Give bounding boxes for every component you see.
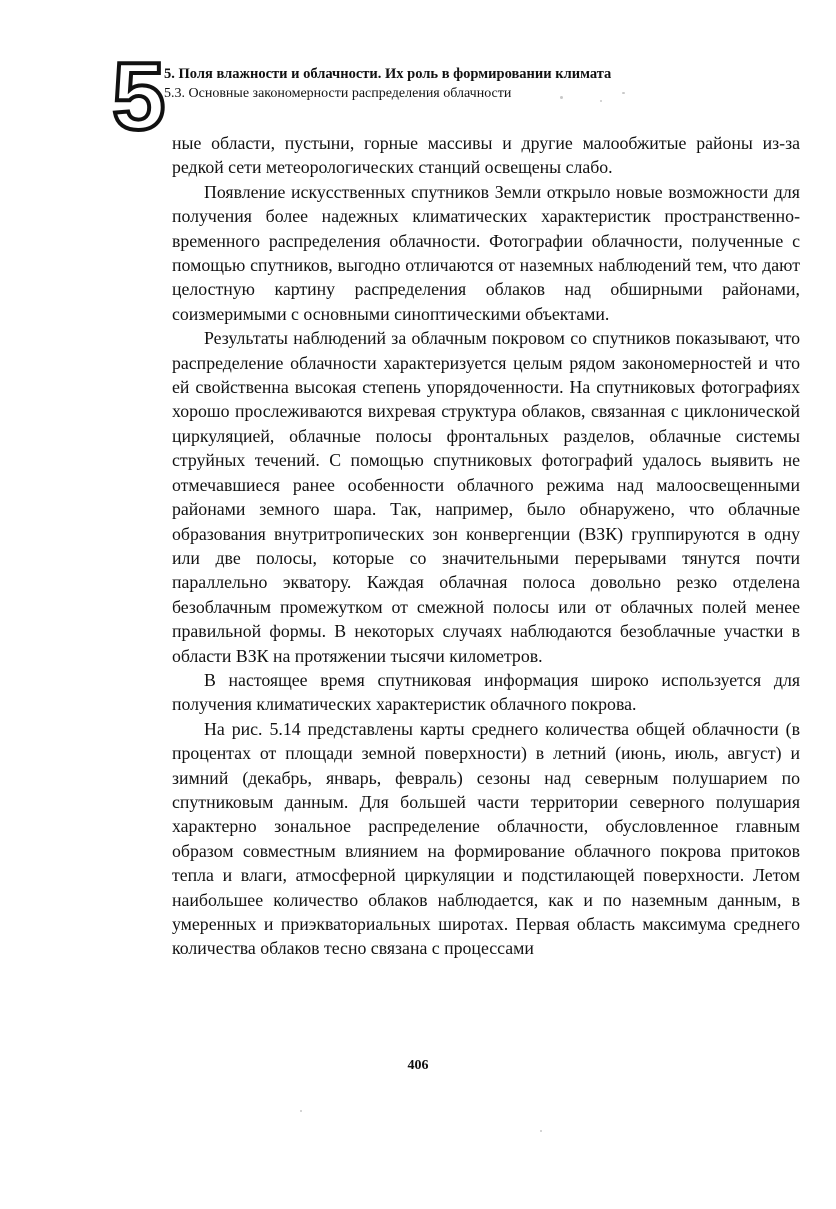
section-title: 5.3. Основные закономерности распределения облачности [164,86,512,101]
page-number: 406 [407,1058,429,1073]
scan-speck [540,1130,542,1132]
scan-speck [300,1110,302,1112]
running-head [164,64,664,104]
chapter-title: 5. Поля влажности и облачности. Их роль в формировании климата [164,66,612,82]
paragraph: На рис. 5.14 представлены карты среднего количества общей облачности (в процентах от площади земной поверхности) в летний (июнь, июль, август) и зимний (декабрь, январь, февраль) сезоны над северным полушарием по спутниковым данным. Для большей части территории северного полушария характерно зональное распределение облачности, обусловленное главным образом совместным влиянием на формирование облачного покрова притоков тепла и влаги, атмосферной циркуляции и подстилающей поверхности. Летом наибольшее количество облаков наблюдается, как и по наземным данным, в умеренных и приэкваториальных широтах. Первая область максимума среднего количества облаков тесно связана с процессами [172,718,800,959]
body-text [172,131,800,961]
paragraph: Появление искусственных спутников Земли открыло новые возможности для получения более надежных климатических характеристик пространственно-временного распределения облачности. Фотографии облачности, полученные с помощью спутников, выгодно отличаются от наземных наблюдений тем, что дают целостную картину распределения облаков над обширными районами, соизмеримыми с основными синоптическими объектами. [172,181,800,324]
paragraph: В настоящее время спутниковая информация широко используется для получения климатических характеристик облачного покрова. [172,669,800,715]
paragraph: Результаты наблюдений за облачным покровом со спутников показывают, что распределение облачности характеризуется целым рядом закономерностей и что ей свойственна высокая степень упорядоченности. На спутниковых фотографиях хорошо прослеживаются вихревая структура облаков, связанная с циклонической циркуляцией, облачные полосы фронтальных разделов, облачные системы струйных течений. С помощью спутниковых фотографий удалось выявить не отмечавшиеся ранее особенности облачного режима над малоосвещенными районами земного шара. Так, например, было обнаружено, что облачные образования внутритропических зон конвергенции (ВЗК) группируются в одну или две полосы, которые со значительными перерывами тянутся почти параллельно экватору. Каждая облачная полоса довольно резко отделена безоблачным промежутком от смежной полосы или от облачных полей менее правильной формы. В некоторых случаях наблюдаются безоблачные участки в области ВЗК на протяжении тысячи километров. [172,328,800,666]
chapter-number: 5 [112,43,164,150]
paragraph: ные области, пустыни, горные массивы и другие малообжитые районы из-за редкой сети метеорологических станций освещены слабо. [172,133,800,178]
